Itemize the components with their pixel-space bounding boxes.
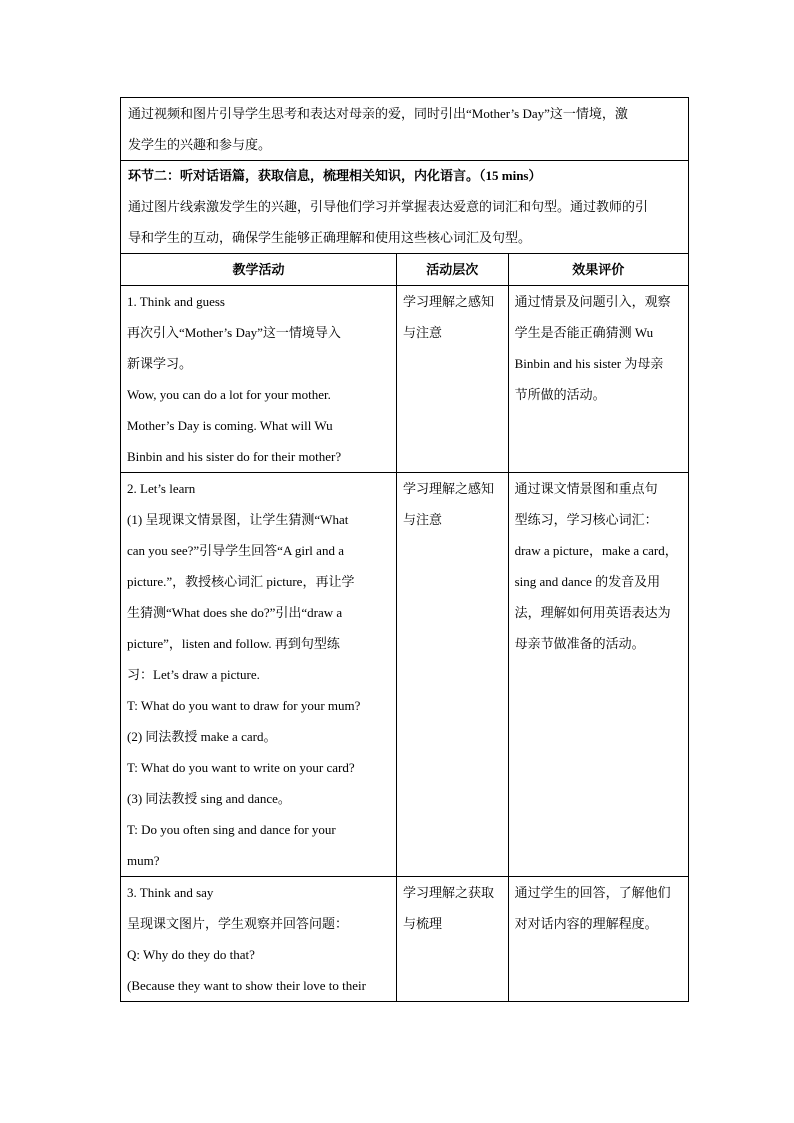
- evaluation-line: sing and dance 的发音及用: [514, 574, 661, 589]
- header-level: 活动层次: [396, 254, 508, 286]
- level-cell: [396, 286, 508, 473]
- activity-cell: [121, 877, 397, 1002]
- intro-row: [121, 98, 689, 161]
- activity-line: 再次引入“Mother’s Day”这一情境导入: [127, 325, 341, 340]
- activity-line: T: Do you often sing and dance for your: [127, 822, 336, 837]
- activity-line: 新课学习。: [127, 356, 193, 371]
- header-activity: 教学活动: [121, 254, 397, 286]
- section2-line-2: 导和学生的互动，确保学生能够正确理解和使用这些核心词汇及句型。: [128, 230, 532, 245]
- activity-line: T: What do you want to draw for your mum?: [127, 698, 361, 713]
- activity-line: mum?: [127, 853, 160, 868]
- section2-row: [121, 161, 689, 254]
- activity-line: (1) 呈现课文情景图，让学生猜测“What: [127, 512, 349, 527]
- activity-cell: [121, 286, 397, 473]
- evaluation-line: 型练习，学习核心词汇：: [514, 512, 658, 527]
- table-row: [121, 877, 689, 1002]
- activity-line: (3) 同法教授 sing and dance。: [127, 791, 291, 806]
- evaluation-cell: [508, 286, 688, 473]
- level-line: 与注意: [402, 512, 442, 527]
- level-line: 学习理解之感知: [402, 294, 494, 309]
- activity-line: (2) 同法教授 make a card。: [127, 729, 277, 744]
- evaluation-line: 通过情景及问题引入，观察: [514, 294, 671, 309]
- level-line: 与注意: [402, 325, 442, 340]
- table-header-row: [121, 254, 689, 286]
- evaluation-line: 节所做的活动。: [514, 387, 606, 402]
- table-row: [121, 286, 689, 473]
- activity-line: 1. Think and guess: [127, 294, 225, 309]
- evaluation-line: 母亲节做准备的活动。: [514, 636, 645, 651]
- evaluation-line: Binbin and his sister 为母亲: [514, 356, 664, 371]
- evaluation-line: 通过课文情景图和重点句: [514, 481, 658, 496]
- activity-line: 习：Let’s draw a picture.: [127, 667, 260, 682]
- intro-line-2: 发学生的兴趣和参与度。: [128, 137, 272, 152]
- level-line: 学习理解之获取: [402, 885, 494, 900]
- activity-cell: [121, 473, 397, 877]
- activity-line: can you see?”引导学生回答“A girl and a: [127, 543, 344, 558]
- lesson-plan-table: [120, 97, 689, 1002]
- activity-line: picture”，listen and follow. 再到句型练: [127, 636, 340, 651]
- section2-cell: [121, 161, 689, 254]
- section2-line-1: 通过图片线索激发学生的兴趣，引导他们学习并掌握表达爱意的词汇和句型。通过教师的引: [128, 199, 649, 214]
- evaluation-cell: [508, 877, 688, 1002]
- activity-line: picture.”，教授核心词汇 picture，再让学: [127, 574, 355, 589]
- evaluation-line: 对对话内容的理解程度。: [514, 916, 658, 931]
- section2-title: 环节二：听对话语篇，获取信息，梳理相关知识，内化语言。（15 mins）: [128, 168, 542, 183]
- intro-line-1: 通过视频和图片引导学生思考和表达对母亲的爱，同时引出“Mother’s Day”这一情境，激: [128, 106, 628, 121]
- activity-line: Binbin and his sister do for their mother?: [127, 449, 342, 464]
- evaluation-cell: [508, 473, 688, 877]
- lesson-plan-document: [120, 97, 689, 1002]
- activity-line: Mother’s Day is coming. What will Wu: [127, 418, 333, 433]
- evaluation-line: draw a picture，make a card，: [514, 543, 678, 558]
- level-line: 学习理解之感知: [402, 481, 494, 496]
- activity-line: (Because they want to show their love to their: [127, 978, 366, 993]
- activity-line: 2. Let’s learn: [127, 481, 196, 496]
- activity-line: T: What do you want to write on your card?: [127, 760, 355, 775]
- activity-line: Q: Why do they do that?: [127, 947, 255, 962]
- level-line: 与梳理: [402, 916, 442, 931]
- activity-line: 生猜测“What does she do?”引出“draw a: [127, 605, 343, 620]
- intro-cell: [121, 98, 689, 161]
- evaluation-line: 通过学生的回答，了解他们: [514, 885, 671, 900]
- activity-line: 呈现课文图片，学生观察并回答问题：: [127, 916, 349, 931]
- activity-line: 3. Think and say: [127, 885, 214, 900]
- level-cell: [396, 877, 508, 1002]
- header-evaluation: 效果评价: [508, 254, 688, 286]
- activity-line: Wow, you can do a lot for your mother.: [127, 387, 331, 402]
- evaluation-line: 法，理解如何用英语表达为: [514, 605, 671, 620]
- table-row: [121, 473, 689, 877]
- level-cell: [396, 473, 508, 877]
- evaluation-line: 学生是否能正确猜测 Wu: [514, 325, 654, 340]
